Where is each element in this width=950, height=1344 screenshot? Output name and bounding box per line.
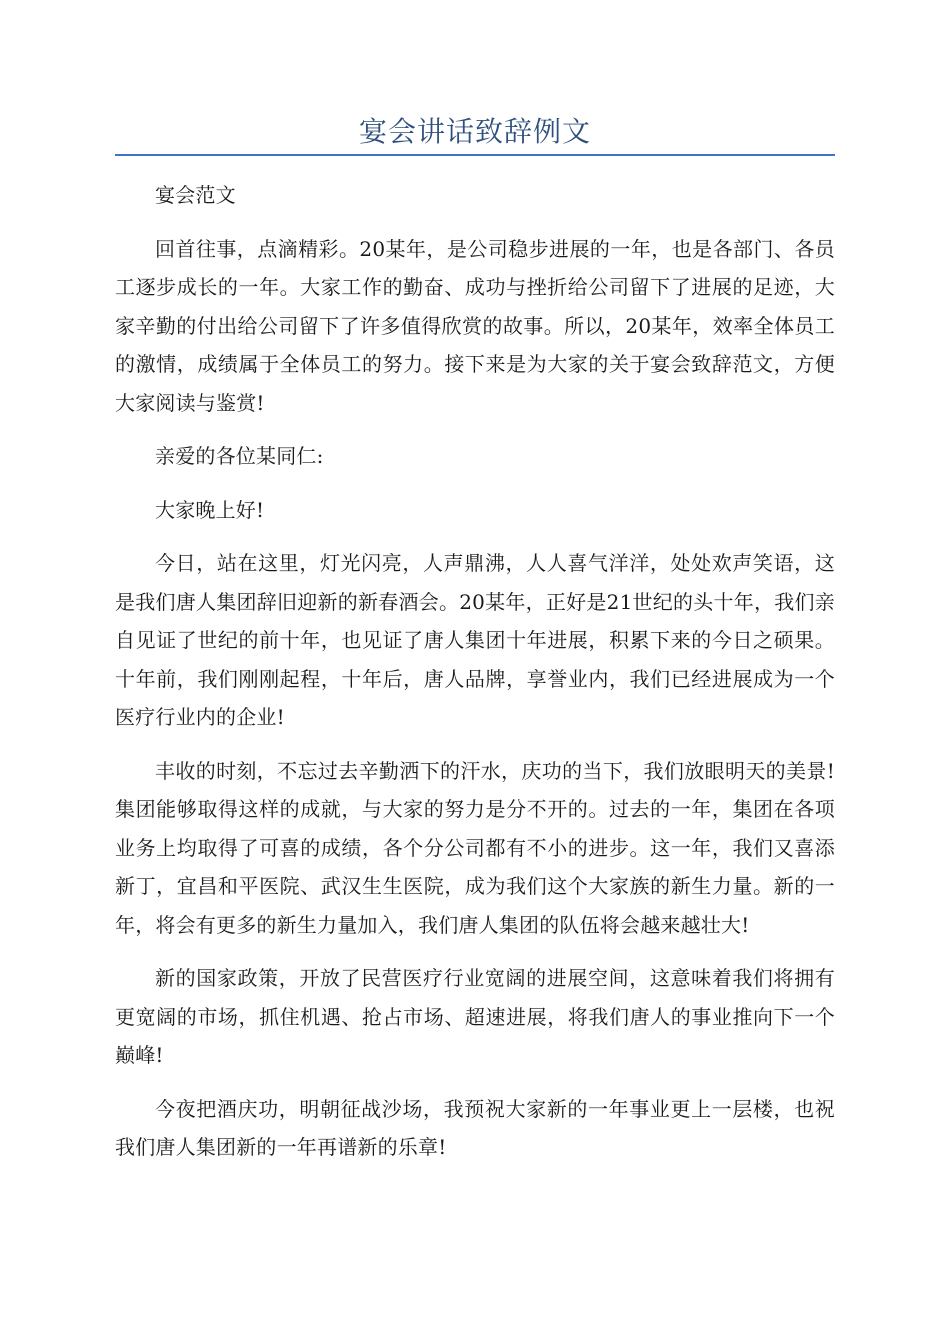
paragraph-body-3: 新的国家政策，开放了民营医疗行业宽阔的进展空间，这意味着我们将拥有更宽阔的市场，抓住机遇、抢占市场、超速进展，将我们唐人的事业推向下一个巅峰! xyxy=(115,966,835,1067)
paragraph-salutation: 亲爱的各位某同仁: xyxy=(155,444,324,468)
paragraph-body-1: 今日，站在这里，灯光闪亮，人声鼎沸，人人喜气洋洋，处处欢声笑语，这是我们唐人集团辞旧迎新的新春酒会。20某年，正好是21世纪的头十年，我们亲自见证了世纪的前十年，也见证了唐人集团十年进展，积累下来的今日之硕果。十年前，我们刚刚起程，十年后，唐人品牌，享誉业内，我们已经进展成为一个医疗行业内的企业! xyxy=(115,551,835,729)
document-body xyxy=(115,176,835,1182)
paragraph-closing: 今夜把酒庆功，明朝征战沙场，我预祝大家新的一年事业更上一层楼，也祝我们唐人集团新的一年再谱新的乐章! xyxy=(115,1096,835,1159)
title-underline xyxy=(115,154,835,156)
paragraph-body-2: 丰收的时刻，不忘过去辛勤洒下的汗水，庆功的当下，我们放眼明天的美景!集团能够取得这样的成就，与大家的努力是分不开的。过去的一年，集团在各项业务上均取得了可喜的成绩，各个分公司都有不小的进步。这一年，我们又喜添新丁，宜昌和平医院、武汉生生医院，成为我们这个大家族的新生力量。新的一年，将会有更多的新生力量加入，我们唐人集团的队伍将会越来越壮大! xyxy=(115,758,835,937)
paragraph-heading: 宴会范文 xyxy=(155,183,236,207)
paragraph-intro: 回首往事，点滴精彩。20某年，是公司稳步进展的一年，也是各部门、各员工逐步成长的一年。大家工作的勤奋、成功与挫折给公司留下了进展的足迹，大家辛勤的付出给公司留下了许多值得欣赏的故事。所以，20某年，效率全体员工的激情，成绩属于全体员工的努力。接下来是为大家的关于宴会致辞范文，方便大家阅读与鉴赏! xyxy=(115,236,835,415)
document-title: 宴会讲话致辞例文 xyxy=(358,115,591,148)
paragraph-greeting: 大家晚上好! xyxy=(155,497,265,522)
